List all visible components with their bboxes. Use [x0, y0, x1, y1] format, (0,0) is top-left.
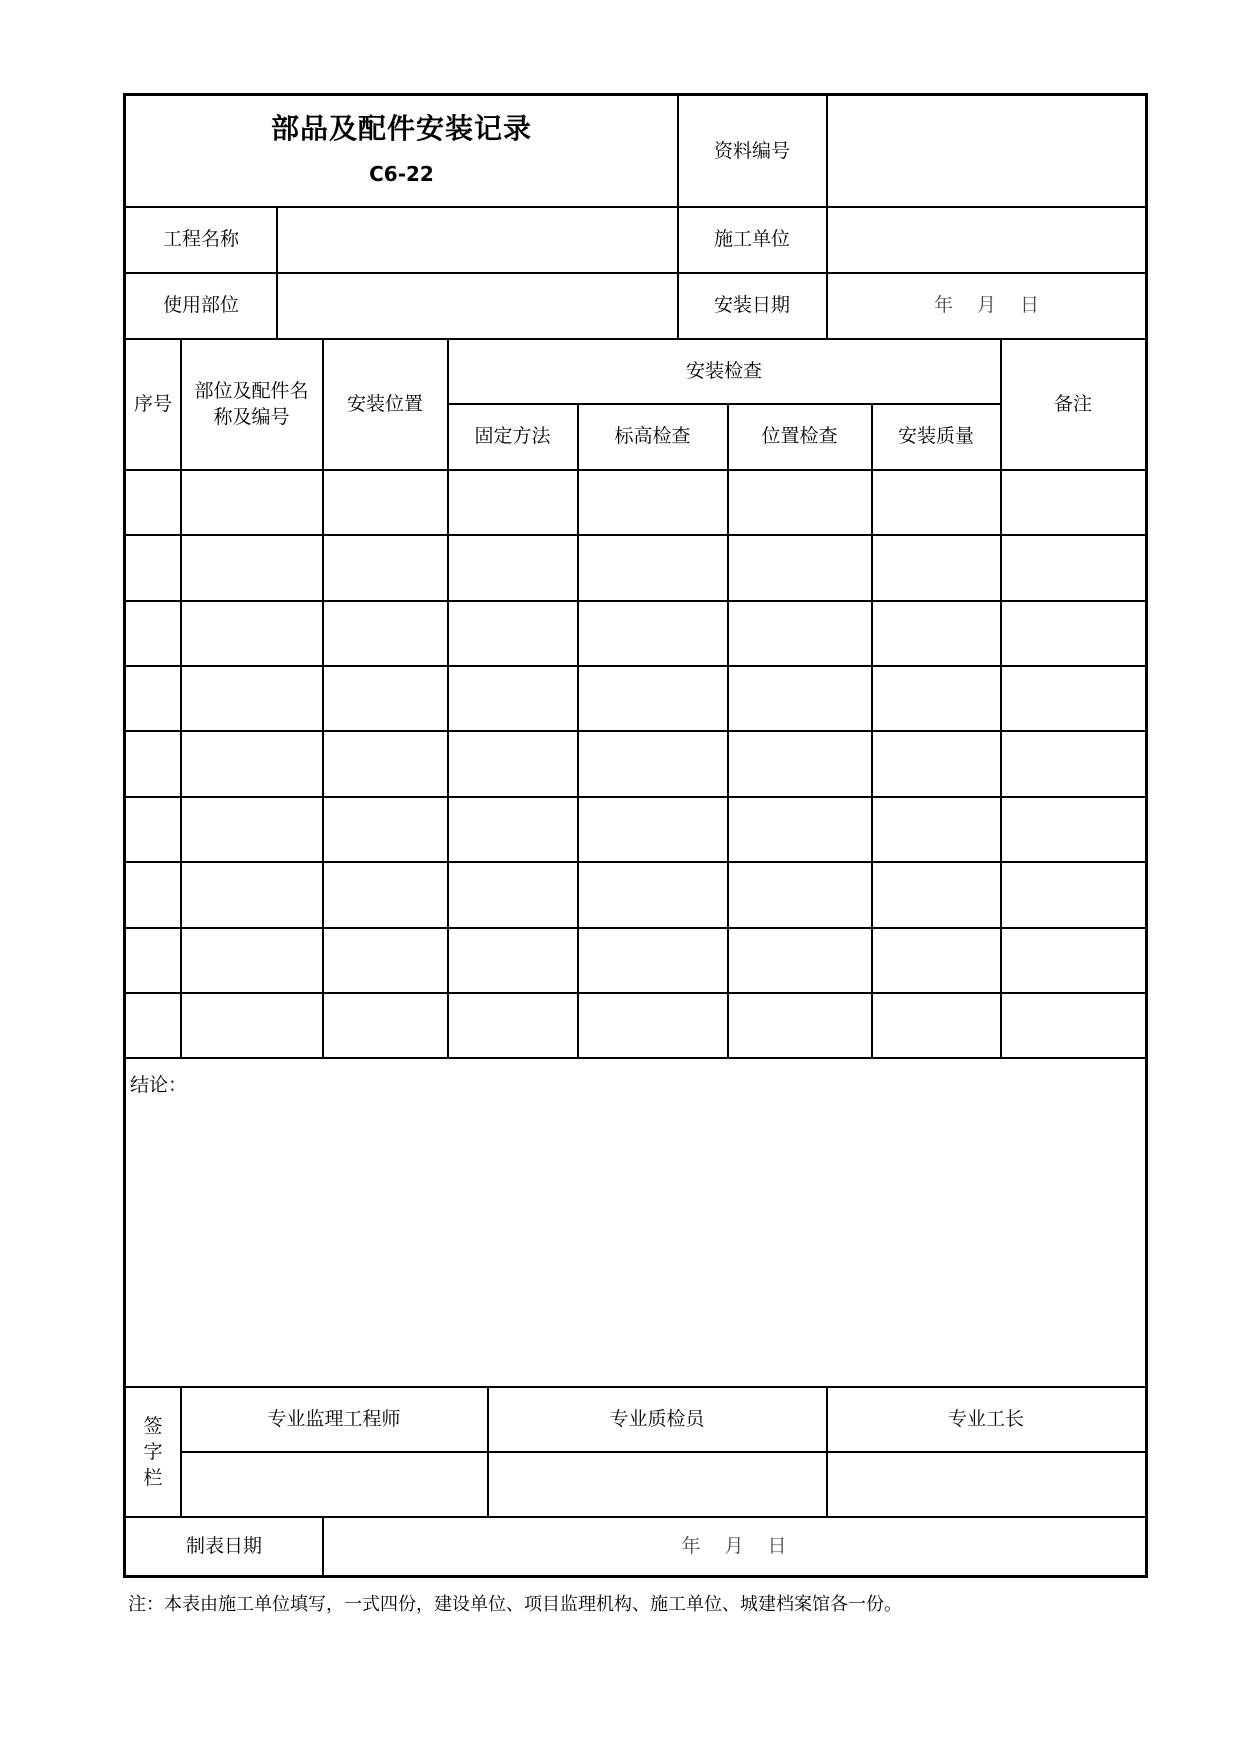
col-header-position-check: 位置检查	[761, 425, 838, 447]
project-name-label: 工程名称	[162, 228, 239, 250]
year-label: 年	[933, 294, 953, 316]
divider	[727, 403, 729, 1057]
form-code: C6-22	[369, 161, 434, 186]
doc-no-label: 资料编号	[713, 139, 790, 162]
divider	[123, 861, 1148, 863]
divider	[123, 600, 1148, 602]
conclusion-label: 结论：	[130, 1074, 188, 1096]
col-header-fix-method: 固定方法	[474, 425, 551, 447]
construction-unit-field[interactable]	[828, 207, 1145, 272]
day-label: 日	[767, 1534, 787, 1557]
foreman-label: 专业工长	[947, 1407, 1024, 1430]
foreman-signature-field[interactable]	[827, 1452, 1145, 1516]
divider	[577, 403, 579, 1057]
inspector-signature-field[interactable]	[488, 1452, 826, 1516]
month-label: 月	[724, 1534, 744, 1557]
divider	[123, 534, 1148, 536]
col-header-install-quality: 安装质量	[897, 425, 974, 447]
year-label: 年	[681, 1534, 701, 1557]
col-header-name-line2: 称及编号	[213, 406, 290, 428]
col-group-install-check: 安装检查	[685, 359, 762, 382]
divider	[123, 992, 1148, 994]
project-name-field[interactable]	[278, 207, 677, 272]
signature-char: 签	[143, 1414, 163, 1437]
divider	[123, 469, 1148, 471]
day-label: 日	[1020, 294, 1040, 316]
supervisor-signature-field[interactable]	[181, 1452, 487, 1516]
divider	[123, 730, 1148, 732]
signature-section-label	[126, 1387, 180, 1516]
col-header-seq: 序号	[133, 392, 172, 415]
conclusion-field[interactable]	[126, 1100, 1145, 1384]
construction-unit-label: 施工单位	[713, 228, 790, 250]
signature-char: 字	[143, 1440, 163, 1463]
divider	[123, 927, 1148, 929]
doc-no-field[interactable]	[828, 96, 1145, 206]
install-date-label: 安装日期	[713, 294, 790, 316]
form-title: 部品及配件安装记录	[270, 111, 532, 145]
divider	[871, 403, 873, 1057]
col-header-name-line1: 部位及配件名	[194, 380, 309, 402]
month-label: 月	[976, 294, 996, 316]
col-header-name	[181, 339, 322, 469]
form-date-label: 制表日期	[185, 1534, 262, 1557]
use-location-field[interactable]	[278, 273, 677, 338]
signature-char: 栏	[143, 1466, 163, 1489]
footnote: 注：本表由施工单位填写，一式四份，建设单位、项目监理机构、施工单位、城建档案馆各一份。	[128, 1594, 902, 1615]
install-date-field[interactable]	[828, 273, 1145, 338]
divider	[123, 1057, 1148, 1059]
divider	[123, 796, 1148, 798]
form-date-field[interactable]	[323, 1517, 1145, 1575]
col-header-position: 安装位置	[346, 392, 423, 415]
divider	[123, 665, 1148, 667]
col-header-remark: 备注	[1053, 392, 1092, 415]
supervisor-engineer-label: 专业监理工程师	[267, 1407, 401, 1430]
quality-inspector-label: 专业质检员	[609, 1407, 705, 1430]
col-header-elevation-check: 标高检查	[614, 425, 691, 447]
use-location-label: 使用部位	[162, 294, 239, 316]
